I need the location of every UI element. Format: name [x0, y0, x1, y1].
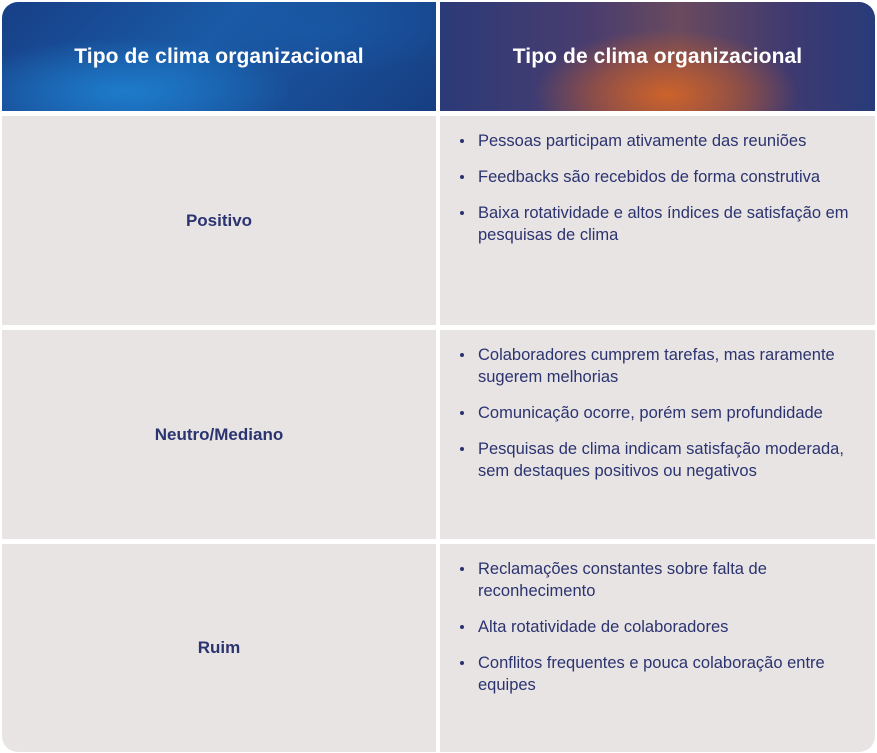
list-item — [454, 402, 861, 424]
bullet-icon — [460, 447, 464, 451]
header-cell-left — [2, 2, 436, 111]
bullet-icon — [460, 211, 464, 215]
items-cell-ruim — [440, 544, 875, 752]
item-list — [454, 558, 861, 696]
list-item-text: Reclamações constantes sobre falta de reconhecimento — [478, 560, 767, 600]
item-list — [454, 344, 861, 482]
bullet-icon — [460, 661, 464, 665]
list-item — [454, 652, 861, 696]
list-item-text: Conflitos frequentes e pouca colaboração entre equipes — [478, 654, 825, 694]
list-item-text: Colaboradores cumprem tarefas, mas raramente sugerem melhorias — [478, 346, 835, 386]
header-cell-right — [440, 2, 875, 111]
list-item-text: Baixa rotatividade e altos índices de satisfação em pesquisas de clima — [478, 204, 849, 244]
items-cell-neutro — [440, 330, 875, 539]
list-item — [454, 558, 861, 602]
bullet-icon — [460, 567, 464, 571]
type-cell-neutro — [2, 330, 436, 539]
bullet-icon — [460, 353, 464, 357]
type-label: Positivo — [185, 210, 253, 230]
type-cell-positivo — [2, 116, 436, 325]
list-item — [454, 166, 861, 188]
type-cell-ruim — [2, 544, 436, 752]
list-item-text: Feedbacks são recebidos de forma construtiva — [478, 168, 821, 186]
bullet-icon — [460, 625, 464, 629]
list-item — [454, 202, 861, 246]
list-item-text: Pesquisas de clima indicam satisfação moderada, sem destaques positivos ou negativos — [478, 440, 844, 480]
bullet-icon — [460, 175, 464, 179]
list-item — [454, 616, 861, 638]
type-label: Ruim — [197, 638, 241, 657]
type-label: Neutro/Mediano — [154, 424, 284, 444]
climate-table — [2, 2, 875, 751]
bullet-icon — [460, 139, 464, 143]
list-item-text: Alta rotatividade de colaboradores — [478, 618, 729, 636]
items-cell-positivo — [440, 116, 875, 325]
bullet-icon — [460, 411, 464, 415]
list-item-text: Comunicação ocorre, porém sem profundidade — [478, 404, 823, 422]
list-item-text: Pessoas participam ativamente das reuniões — [478, 132, 807, 150]
header-right-label: Tipo de clima organizacional — [512, 44, 803, 68]
list-item — [454, 438, 861, 482]
list-item — [454, 344, 861, 388]
list-item — [454, 130, 861, 152]
header-left-label: Tipo de clima organizacional — [74, 44, 364, 68]
item-list — [454, 130, 861, 246]
